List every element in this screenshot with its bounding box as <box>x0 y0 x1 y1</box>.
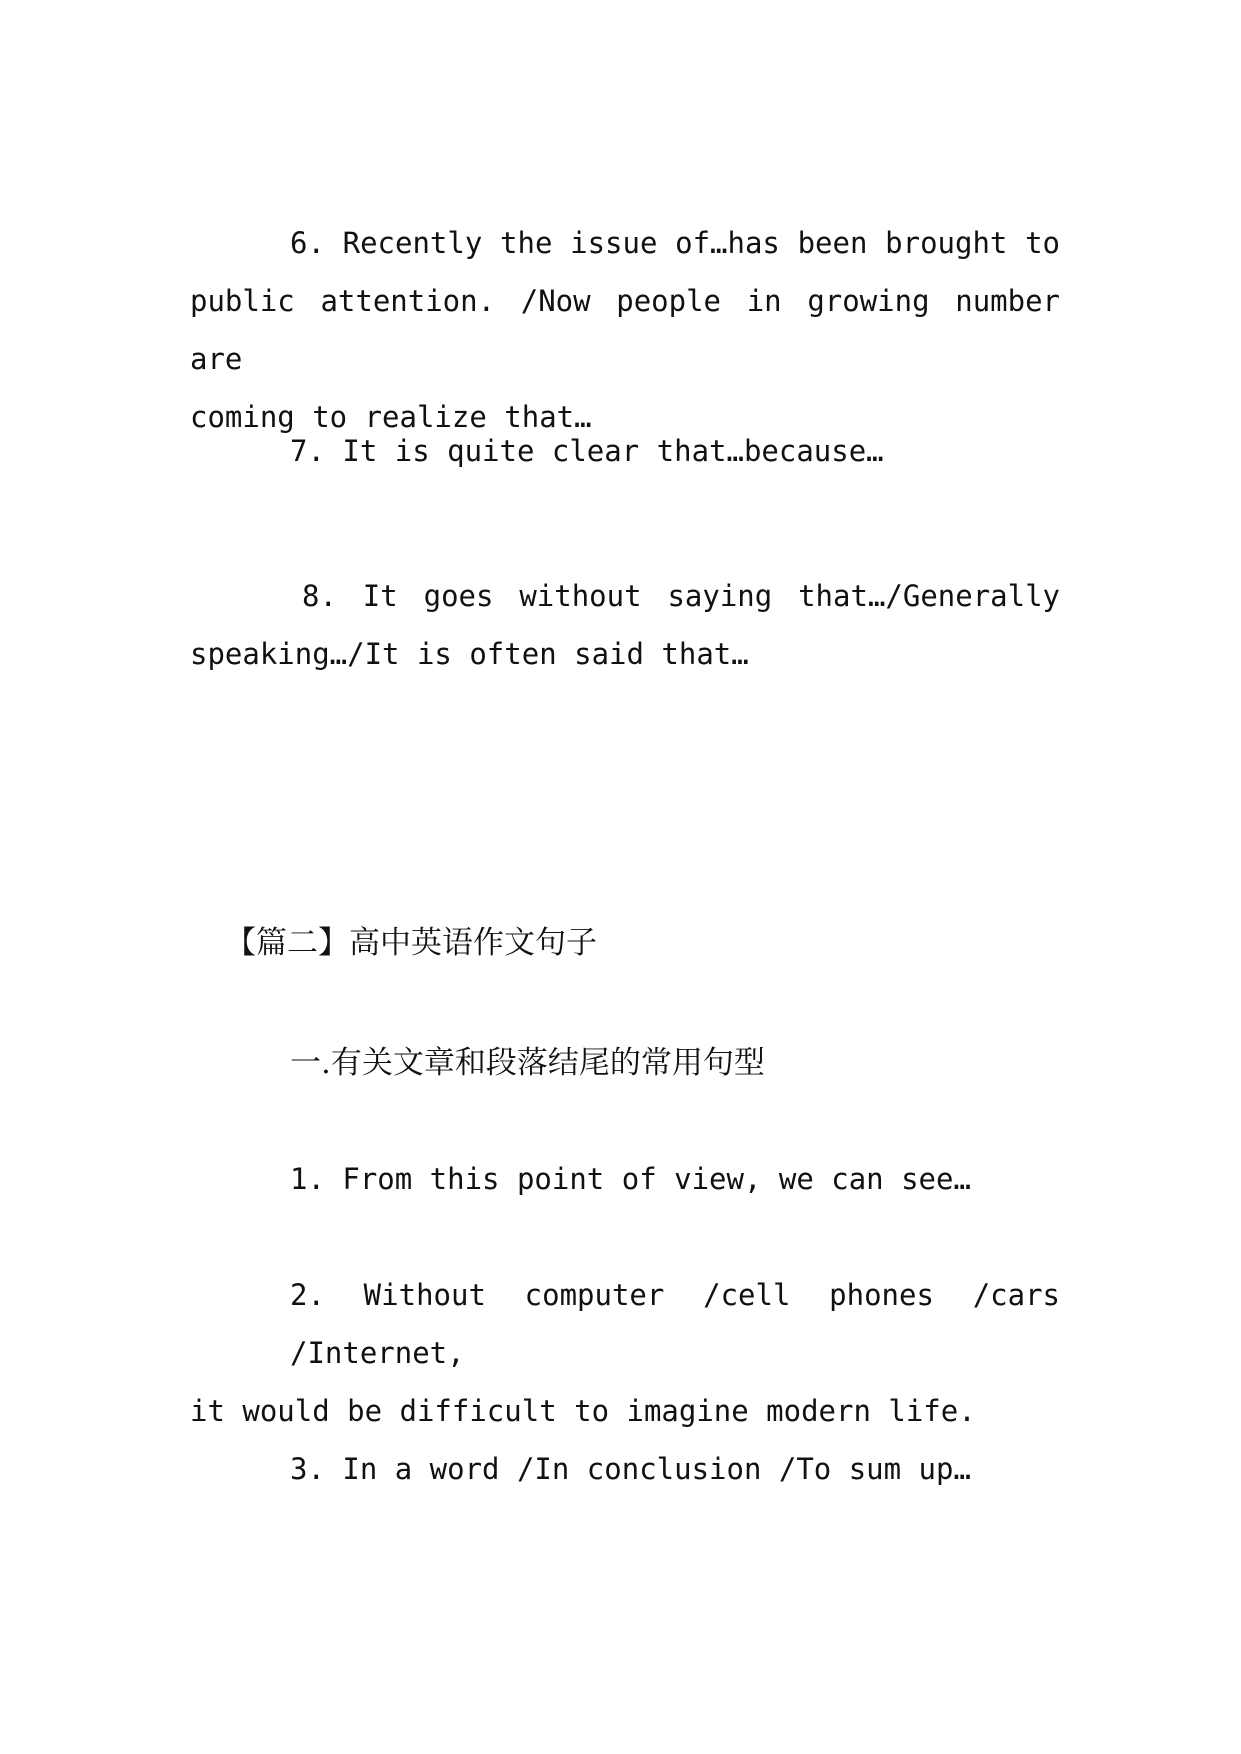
sentence-item-8 <box>190 567 1060 683</box>
sentence-item-2 <box>190 1266 1060 1440</box>
sentence-item-2-line-2: it would be difficult to imagine modern life. <box>190 1394 976 1428</box>
sentence-item-6 <box>190 214 1060 446</box>
sentence-item-6-line-2: public attention. /Now people in growing number are <box>190 284 1060 376</box>
section-heading: 【篇二】高中英语作文句子 <box>225 925 597 961</box>
sentence-item-8-line-2: speaking…/It is often said that… <box>190 637 749 671</box>
sentence-item-2-line-1: 2. Without computer /cell phones /cars /Internet, <box>290 1278 1060 1370</box>
sentence-item-3-line-1: 3. In a word /In conclusion /To sum up… <box>290 1452 971 1486</box>
section-subheading: 一.有关文章和段落结尾的常用句型 <box>290 1045 765 1081</box>
sentence-item-8-line-1: 8. It goes without saying that…/Generally <box>302 579 1060 613</box>
sentence-item-1-line-1: 1. From this point of view, we can see… <box>290 1162 971 1196</box>
sentence-item-1 <box>190 1150 1060 1208</box>
sentence-item-7 <box>190 422 1060 480</box>
sentence-item-6-line-1: 6. Recently the issue of…has been brought to <box>290 226 1060 260</box>
sentence-item-7-line-1: 7. It is quite clear that…because… <box>290 434 884 468</box>
sentence-item-6-line-3: coming to realize that… <box>190 400 592 434</box>
sentence-item-3 <box>190 1440 1060 1498</box>
